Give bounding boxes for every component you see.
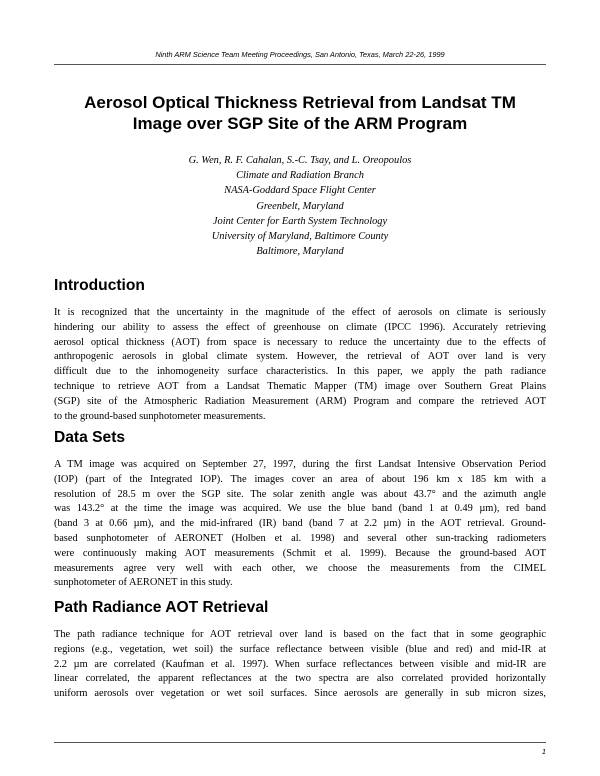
- text-line: sunphotometer of AERONET in this study.: [54, 577, 233, 589]
- proceedings-header: Ninth ARM Science Team Meeting Proceedings, San Antonio, Texas, March 22-26, 1999: [155, 50, 445, 59]
- text-line: A TM image was acquired on September 27, 1997, during the first Landsat Intensive Observation Period: [54, 459, 546, 470]
- section-data-sets: [54, 428, 546, 591]
- section-heading: Data Sets: [54, 429, 126, 446]
- text-line: hindering our ability to assess the effect of greenhouse on climate (IPCC 1996). Accurately retrieving: [54, 321, 546, 333]
- text-line: were continuously making AOT measurements (Schmit et al. 1999). Because the ground-based AOT: [54, 547, 546, 559]
- text-line: uniform aerosols over vegetation or wet soil surfaces. Since aerosols are generally in sub micron sizes,: [54, 688, 546, 700]
- text-line: anthropogenic aerosols in global climate system. However, the retrieval of AOT over land is very: [54, 351, 546, 363]
- section-heading: Path Radiance AOT Retrieval: [54, 599, 269, 616]
- text-line: to the ground-based sunphotometer measurements.: [54, 410, 266, 422]
- affiliation-line: Climate and Radiation Branch: [236, 170, 364, 182]
- section-paragraph: [54, 458, 546, 591]
- text-line: It is recognized that the uncertainty in the magnitude of the effect of aerosols on climate is seriously: [54, 307, 546, 318]
- section-paragraph: [54, 628, 546, 702]
- affiliation-line: University of Maryland, Baltimore County: [211, 231, 389, 243]
- affiliation-line: Greenbelt, Maryland: [256, 200, 344, 212]
- text-line: (SGP) site of the Atmospheric Radiation Measurement (ARM) Program and compare the retrieved AOT: [54, 395, 546, 407]
- text-line: resolution of 28.5 m over the SGP site. The solar zenith angle was about 43.7° and the azimuth angle: [54, 488, 546, 500]
- text-line: was 143.2° at the time the image was acquired. We use the blue band (band 1 at 0.49 µm), red band: [54, 503, 546, 515]
- title-line: Aerosol Optical Thickness Retrieval from Landsat TM: [84, 93, 516, 112]
- text-line: (IOP) (part of the Integrated IOP). The images cover an area of about 196 km x 185 km with a: [54, 473, 546, 485]
- text-line: linear correlated, the apparent reflectances at the two spectra are also correlated provided horizontally: [54, 673, 546, 685]
- section-paragraph: [54, 306, 546, 424]
- section-introduction: [54, 276, 546, 424]
- section-heading: Introduction: [54, 277, 145, 294]
- text-line: measurements agree very well with each other, we choose the measurements from the CIMEL: [54, 562, 546, 574]
- text-line: regions (e.g., vegetation, wet soil) the surface reflectance between visible (blue and red) and mid-IR at: [54, 643, 546, 655]
- text-line: (band 3 at 0.66 µm), and the mid-infrared (IR) band (band 7 at 2.2 µm) in the AOT retrieval. Ground-: [54, 518, 546, 530]
- page-number: 1: [541, 747, 546, 756]
- affiliation-line: Baltimore, Maryland: [256, 246, 344, 258]
- text-line: difficult due to the inhomogeneity surface characteristics. In this paper, we apply the path radiance: [54, 366, 546, 378]
- paper-title: [54, 92, 546, 134]
- text-line: 2.2 µm are correlated (Kaufman et al. 1997). When surface reflectances between visible and mid-IR are: [54, 658, 546, 670]
- author-names: G. Wen, R. F. Cahalan, S.-C. Tsay, and L. Oreopoulos: [188, 155, 412, 166]
- text-line: The path radiance technique for AOT retrieval over land is based on the fact that in some geographic: [54, 629, 546, 640]
- section-path-radiance: [54, 598, 546, 702]
- text-line: aerosol optical thickness (AOT) from space is necessary to reduce the uncertainty due to the effects of: [54, 336, 546, 348]
- title-line: Image over SGP Site of the ARM Program: [132, 114, 468, 133]
- header-rule: [54, 64, 546, 65]
- author-affiliation-block: [54, 153, 546, 259]
- affiliation-line: NASA-Goddard Space Flight Center: [224, 185, 376, 197]
- text-line: based sunphotometer of AERONET (Holben et al. 1998) and several other sun-tracking radiometers: [54, 532, 546, 544]
- text-line: technique to retrieve AOT from a Landsat Thematic Mapper (TM) image over Southern Great Plains: [54, 380, 546, 392]
- footer-rule: [54, 742, 546, 743]
- affiliation-line: Joint Center for Earth System Technology: [212, 215, 388, 227]
